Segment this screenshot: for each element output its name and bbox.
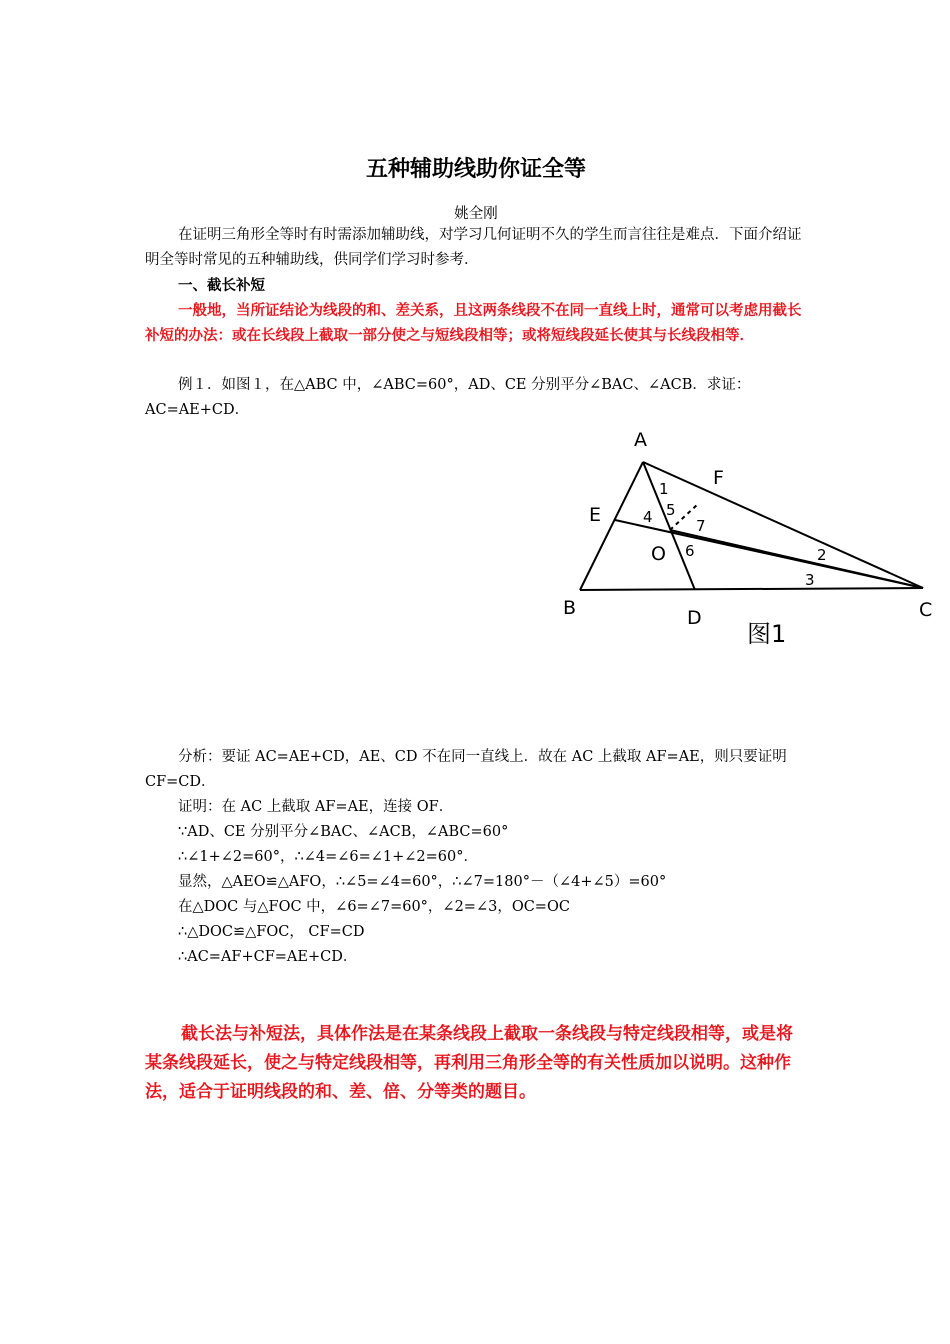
- angle-1-label: 1: [659, 480, 669, 498]
- section-heading-1: 一、截长补短: [178, 277, 265, 294]
- point-c-label: C: [919, 599, 933, 621]
- triangle-diagram: [555, 420, 950, 660]
- figure-caption: 图1: [747, 620, 787, 648]
- angle-6-label: 6: [685, 542, 695, 560]
- angle-2-label: 2: [817, 546, 827, 564]
- point-a-label: A: [634, 429, 647, 451]
- proof-line-3: ∴∠1+∠2=60°，∴∠4=∠6=∠1+∠2=60°．: [178, 849, 478, 865]
- point-b-label: B: [563, 597, 577, 619]
- proof-line-7: ∴AC=AF+CF=AE+CD．: [178, 949, 358, 965]
- author: 姚全刚: [454, 206, 498, 222]
- proof-line-6: ∴△DOC≌△FOC， CF=CD: [178, 924, 365, 940]
- analysis-paragraph: 分析：要证 AC=AE+CD，AE、CD 不在同一直线上．故在 AC 上截取 AF=AE，则只要证明 CF=CD．: [145, 749, 787, 790]
- method-note: 一般地，当所证结论为线段的和、差关系，且这两条线段不在同一直线上时，通常可以考虑用截长补短的办法：或在长线段上截取一部分使之与短线段相等；或将短线段延长使其与长线段相等．: [145, 302, 802, 344]
- proof-line-5: 在△DOC 与△FOC 中，∠6=∠7=60°，∠2=∠3，OC=OC: [178, 899, 570, 915]
- angle-3-label: 3: [805, 571, 815, 589]
- angle-7-label: 7: [696, 517, 706, 535]
- point-e-label: E: [589, 504, 602, 526]
- page-title: 五种辅助线助你证全等: [365, 156, 586, 182]
- angle-4-label: 4: [643, 508, 653, 526]
- point-d-label: D: [687, 607, 702, 629]
- proof-line-4: 显然，△AEO≌△AFO，∴∠5=∠4=60°，∴∠7=180°－（∠4+∠5）=60°: [178, 874, 667, 890]
- segment-ac: [643, 462, 923, 588]
- figure-1: [555, 420, 950, 660]
- angle-5-label: 5: [666, 501, 676, 519]
- proof-line-1: 证明：在 AC 上截取 AF=AE，连接 OF．: [178, 799, 454, 815]
- point-o-label: O: [651, 543, 666, 565]
- segment-bc: [580, 588, 923, 590]
- segment-oc: [670, 530, 923, 588]
- segment-ab: [580, 462, 643, 590]
- example-1: 例１．如图１，在△ABC 中，∠ABC=60°，AD、CE 分别平分∠BAC、∠ACB．求证：AC=AE+CD．: [145, 377, 751, 418]
- summary-paragraph: 截长法与补短法，具体作法是在某条线段上截取一条线段与特定线段相等，或是将某条线段延长，使之与特定线段相等，再利用三角形全等的有关性质加以说明。这种作法，适合于证明线段的和、差、倍、分等类的题目。: [145, 1024, 793, 1102]
- point-f-label: F: [713, 467, 724, 489]
- intro-paragraph: 在证明三角形全等时有时需添加辅助线，对学习几何证明不久的学生而言往往是难点．下面介绍证明全等时常见的五种辅助线，供同学们学习时参考．: [145, 227, 802, 268]
- proof-line-2: ∵AD、CE 分别平分∠BAC、∠ACB，∠ABC=60°: [178, 824, 509, 840]
